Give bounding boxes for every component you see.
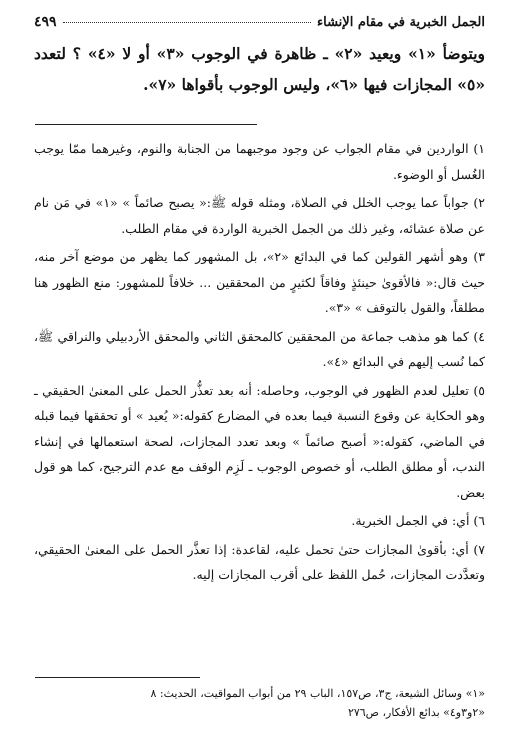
- running-title: الجمل الخبرية في مقام الإنشاء: [317, 15, 485, 30]
- footnote-5: ٥) تعليل لعدم الظهور في الوجوب، وحاصله: أنه بعد تعذُّر الحمل على المعنىٰ الحقيقي ـ وهو الحكاية عن وقوع النسبة فيما بعده في المضارع كقوله:« يُعيد » أو تحققها فيما قبله في الماضي، كقوله:« أصبح صائماً » وبعد تعدد المجازات، لصحة استعمالها في إنشاء الندب، أو مطلق الطلب، أو خصوص الوجوب ـ لَزِم الوقف مع عدم الترجيح، كما هو قول بعض.: [34, 382, 485, 500]
- dotted-leader: [63, 22, 311, 23]
- main-text-separator: [35, 124, 257, 125]
- references-separator: [35, 677, 200, 678]
- reference-2: «٢و٣و٤» بدائع الأفكار، ص٢٧٦: [347, 706, 485, 719]
- footnote-7: ٧) أي: بأقوىٰ المجازات حتىٰ تحمل عليه، لقاعدة: إذا تعذَّر الحمل على المعنىٰ الحقيقي، وتعدَّدت المجازات، حُمل اللفظ على أقرب المجازات إليه.: [34, 541, 485, 582]
- footnote-2: ٢) جواباً عما يوجب الخلل في الصلاة، ومثله قوله ﷺ:« يصبح صائماً » «١» في مَن نام عن صلاة عشائه، وغير ذلك من الجمل الخبرية الواردة في مقام الطلب.: [34, 195, 486, 236]
- commentary-footnotes: [34, 136, 485, 591]
- footnote-4: ٤) كما هو مذهب جماعة من المحققين كالمحقق الثاني والمحقق الأردبيلي والنراقي ﷺ، كما نُسب إليهم في البدائع «٤».: [34, 328, 485, 369]
- footnote-3: ٣) وهو أشهر القولين كما في البدائع «٢»، بل المشهور كما يظهر من موضع آخر منه، حيث قال:« فالأقوىٰ حينئذٍ وفاقاً لكثيرٍ من المحققين ... خلافاً للمشهور: منع الظهور هنا مطلقاً، والقول بالتوقف » «٣».: [34, 249, 485, 315]
- main-text: ويتوضأ «١» ويعيد «٢» ـ ظاهرة في الوجوب «٣» أو لا «٤» ؟ لتعدد «٥» المجازات فيها «٦»، وليس الوجوب بأقواها «٧».: [34, 44, 485, 94]
- source-references: [34, 684, 485, 722]
- reference-1: «١» وسائل الشيعة، ج٣، ص١٥٧، الباب ٢٩ من أبواب المواقيت، الحديث: ٨: [150, 687, 485, 700]
- footnote-1: ١) الواردين في مقام الجواب عن وجود موجبهما من الجنابة والنوم، وغيرهما ممّا يوجب الغُسل أو الوضوء.: [34, 141, 485, 182]
- page-header: [34, 14, 485, 30]
- page-number: ٤٩٩: [34, 14, 57, 30]
- footnote-6: ٦) أي: في الجمل الخبرية.: [351, 513, 485, 528]
